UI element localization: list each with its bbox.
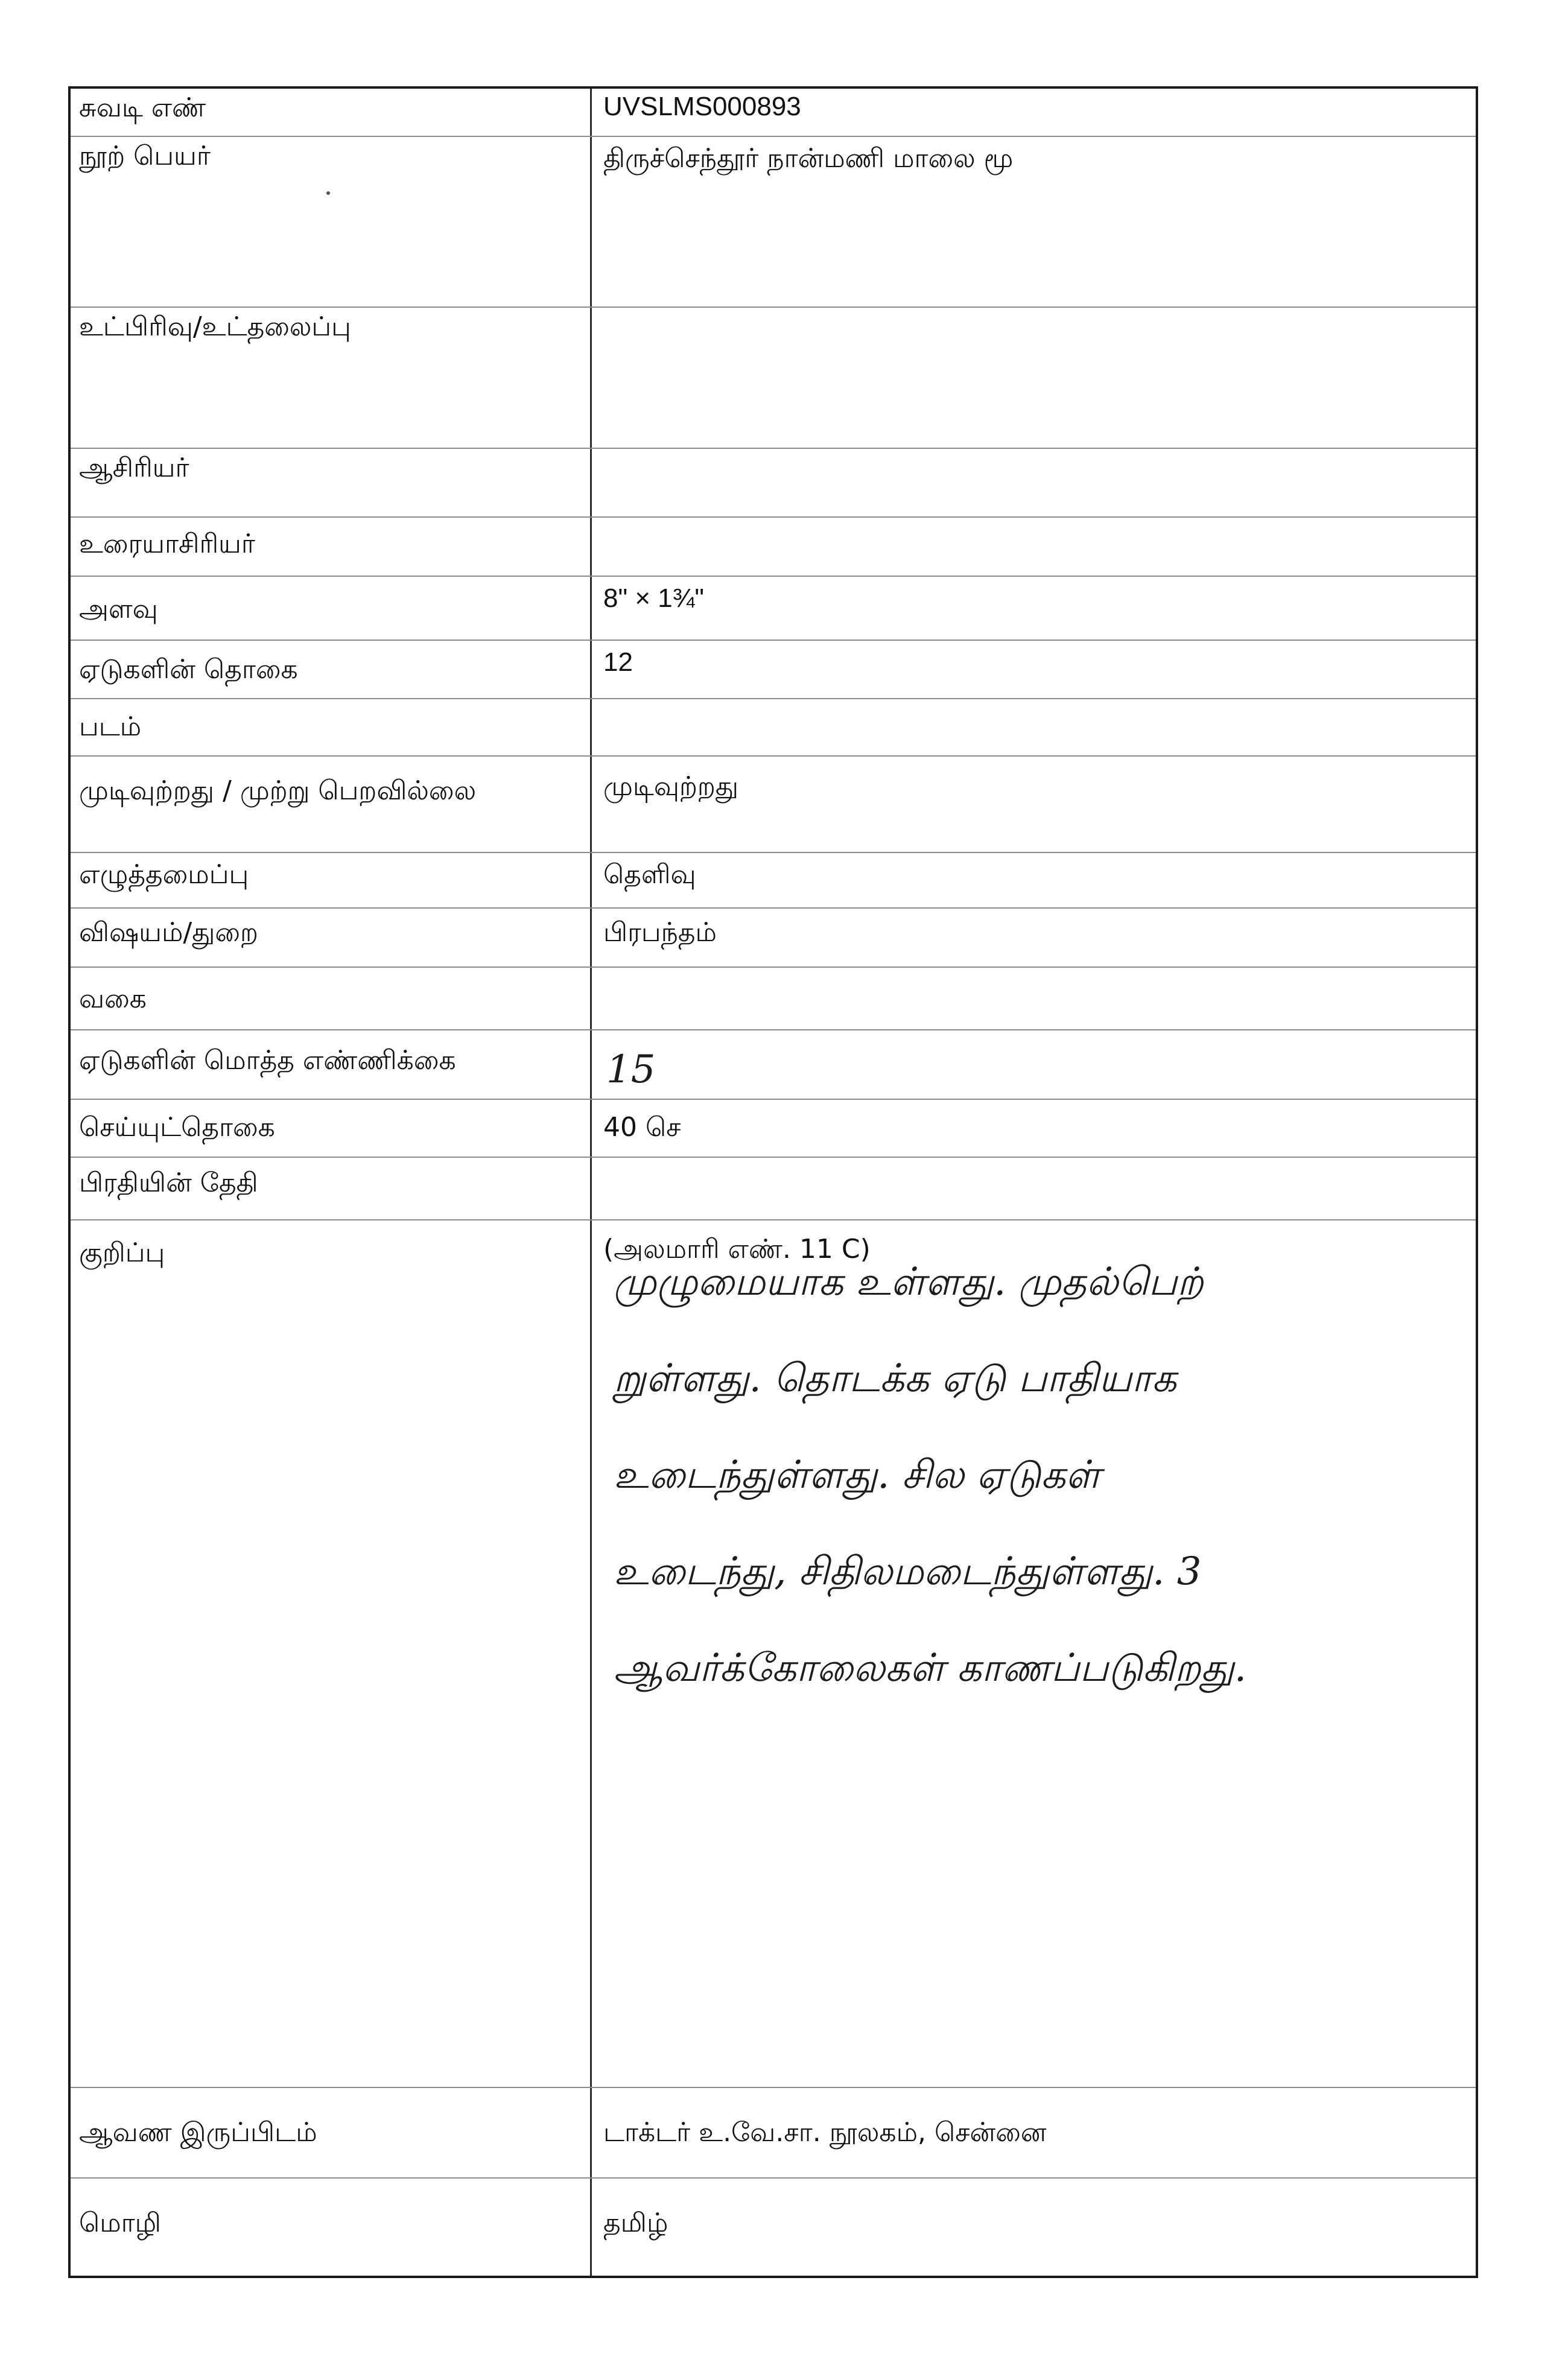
value-language: தமிழ் [603, 2208, 668, 2238]
catalog-card [68, 86, 1478, 2278]
value-verse-count: 40 செ [603, 1112, 681, 1143]
row-title [71, 137, 1476, 308]
label-commentator: உரையாசிரியர் [79, 528, 255, 559]
row-size [71, 577, 1476, 641]
label-illustration: படம் [79, 711, 142, 742]
value-notes-typed: (அலமாரி எண். 11 C) [603, 1234, 871, 1265]
row-verse-count [71, 1100, 1476, 1158]
value-subject: பிரபந்தம் [603, 917, 717, 948]
value-leaf-count: 12 [603, 647, 633, 677]
label-type: வகை [79, 983, 147, 1014]
value-total-leaves: 15 [606, 1047, 656, 1092]
row-completion [71, 757, 1476, 853]
row-manuscript-number [71, 89, 1476, 137]
label-title: நூற் பெயர் [79, 141, 211, 171]
label-copy-date: பிரதியின் தேதி [79, 1167, 258, 1198]
handwritten-note-line: ஆவர்க்கோலைகள் காணப்படுகிறது. [614, 1646, 1247, 1690]
row-script-quality [71, 853, 1476, 909]
label-author: ஆசிரியர் [79, 452, 189, 483]
row-leaf-count [71, 641, 1476, 699]
row-commentator [71, 518, 1476, 577]
value-manuscript-number: UVSLMS000893 [603, 92, 801, 121]
handwritten-note-line: றுள்ளது. தொடக்க ஏடு பாதியாக [614, 1356, 1177, 1401]
label-language: மொழி [79, 2208, 161, 2238]
value-script-quality: தெளிவு [603, 859, 696, 890]
handwritten-note-line: உடைந்துள்ளது. சில ஏடுகள் [614, 1453, 1101, 1497]
row-type [71, 968, 1476, 1030]
label-script-quality: எழுத்தமைப்பு [79, 859, 249, 890]
label-notes: குறிப்பு [79, 1237, 165, 1268]
row-notes [71, 1220, 1476, 2088]
value-size: 8" × 1¾" [603, 583, 705, 613]
handwritten-note [614, 1260, 1458, 1745]
row-author [71, 449, 1476, 518]
label-verse-count: செய்யுட்தொகை [79, 1112, 275, 1143]
row-subdivision [71, 308, 1476, 449]
handwritten-note-line: முழுமையாக உள்ளது. முதல்பெற் [614, 1260, 1204, 1304]
label-archive-location: ஆவண இருப்பிடம் [79, 2117, 317, 2148]
row-language [71, 2179, 1476, 2278]
label-subdivision: உட்பிரிவு/உட்தலைப்பு [79, 311, 351, 342]
value-title: திருச்செந்தூர் நான்மணி மாலை மூ [603, 143, 1014, 174]
value-archive-location: டாக்டர் உ.வே.சா. நூலகம், சென்னை [603, 2117, 1047, 2148]
row-total-leaves [71, 1030, 1476, 1100]
label-manuscript-number: சுவடி எண் [79, 92, 206, 123]
label-subject: விஷயம்/துறை [79, 917, 258, 948]
row-archive-location [71, 2088, 1476, 2179]
label-size: அளவு [79, 594, 158, 624]
row-subject [71, 909, 1476, 968]
handwritten-note-line: உடைந்து, சிதிலமடைந்துள்ளது. 3 [614, 1549, 1202, 1594]
row-copy-date [71, 1158, 1476, 1220]
label-leaf-count: ஏடுகளின் தொகை [79, 654, 298, 685]
label-total-leaves: ஏடுகளின் மொத்த எண்ணிக்கை [79, 1045, 456, 1076]
label-completion: முடிவுற்றது / முற்று பெறவில்லை [79, 775, 477, 806]
row-illustration [71, 699, 1476, 757]
value-completion: முடிவுற்றது [603, 771, 739, 802]
